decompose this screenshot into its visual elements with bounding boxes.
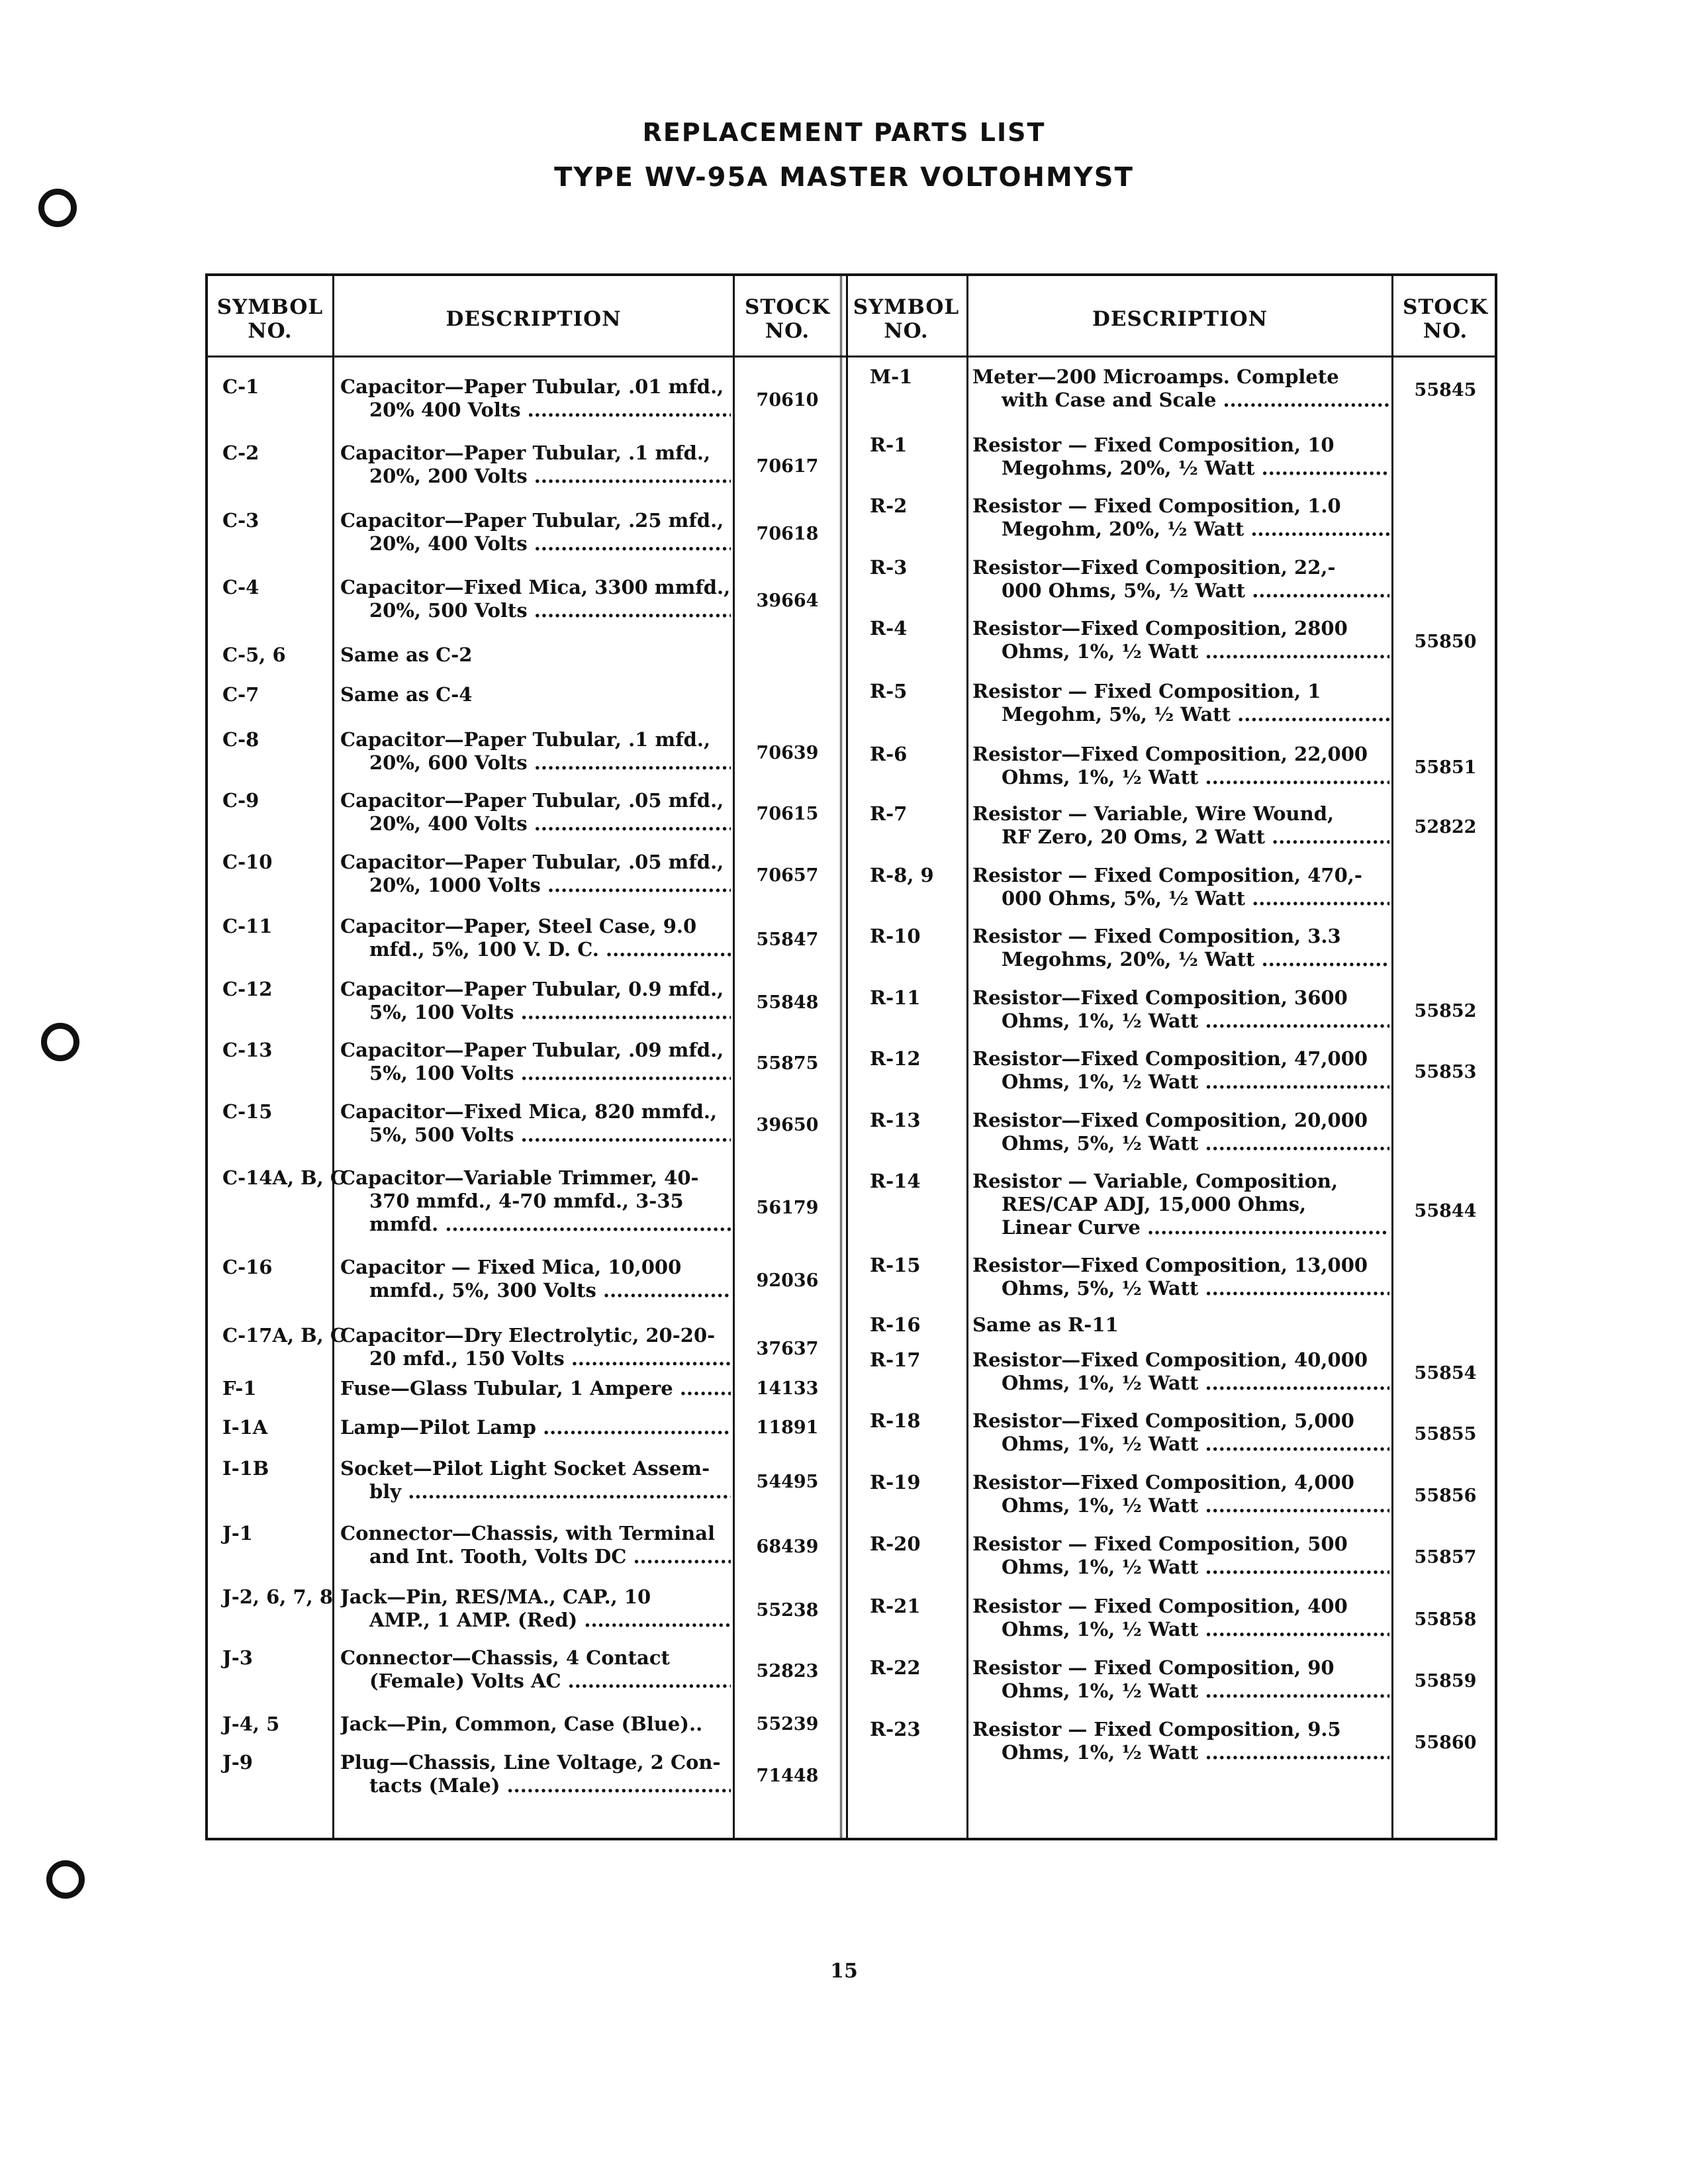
symbol-cell: R-20: [870, 1533, 921, 1555]
description-line: Meter—200 Microamps. Complete: [972, 365, 1339, 388]
description-cell: [340, 576, 731, 622]
description-line: mmfd.: [369, 1213, 439, 1235]
stock-number-cell: 70639: [756, 743, 819, 763]
description-cell: [972, 365, 1389, 412]
description-line: Same as C-2: [340, 643, 473, 666]
description-line: Resistor—Fixed Composition, 2800: [972, 617, 1348, 640]
description-cell: [340, 1039, 731, 1085]
description-line: Capacitor—Paper Tubular, .1 mfd.,: [340, 728, 711, 751]
description-line: 20%, 200 Volts: [369, 465, 528, 487]
description-line: 5%, 100 Volts: [369, 1001, 514, 1023]
description-line: Ohms, 1%, ½ Watt: [1002, 1494, 1199, 1517]
symbol-cell: R-2: [870, 495, 908, 517]
description-line: Same as R-11: [972, 1313, 1119, 1336]
description-cell: [340, 1522, 731, 1568]
description-cell: [972, 617, 1389, 663]
description-line: 5%, 100 Volts: [369, 1062, 514, 1084]
description-cell: [340, 1324, 731, 1370]
symbol-cell: C-5, 6: [222, 643, 286, 666]
header-symbol-left: SYMBOL NO.: [216, 295, 324, 343]
description-cell: [972, 925, 1389, 971]
description-cell: [340, 1586, 731, 1632]
description-line: Resistor — Fixed Composition, 90: [972, 1656, 1335, 1679]
page-title: REPLACEMENT PARTS LIST: [642, 118, 1046, 147]
description-line: Resistor — Fixed Composition, 500: [972, 1533, 1348, 1555]
description-cell: [340, 1646, 731, 1693]
description-line: Resistor—Fixed Composition, 5,000: [972, 1409, 1354, 1432]
description-line: Megohms, 20%, ½ Watt: [1002, 457, 1255, 479]
symbol-cell: C-8: [222, 728, 259, 751]
description-cell: [340, 683, 731, 706]
stock-number-cell: 70617: [756, 456, 819, 477]
description-line: Capacitor—Fixed Mica, 820 mmfd.,: [340, 1100, 718, 1123]
description-cell: [972, 434, 1389, 480]
description-line: Ohms, 1%, ½ Watt: [1002, 640, 1199, 663]
symbol-cell: C-12: [222, 978, 273, 1000]
symbol-cell: I-1A: [222, 1416, 268, 1439]
description-line: Ohms, 1%, ½ Watt: [1002, 1433, 1199, 1455]
stock-number-cell: 14133: [756, 1378, 819, 1399]
description-line: Resistor — Fixed Composition, 1.0: [972, 495, 1341, 517]
stock-number-cell: 55844: [1414, 1201, 1477, 1221]
symbol-cell: F-1: [222, 1377, 257, 1400]
symbol-cell: C-11: [222, 915, 273, 937]
stock-number-cell: 39664: [756, 591, 819, 611]
description-line: Linear Curve: [1002, 1216, 1141, 1239]
symbol-cell: R-11: [870, 986, 921, 1009]
symbol-cell: R-15: [870, 1254, 921, 1276]
description-line: Megohm, 20%, ½ Watt: [1002, 518, 1244, 540]
stock-number-cell: 92036: [756, 1270, 819, 1291]
description-line: 20% 400 Volts: [369, 399, 521, 421]
symbol-cell: R-10: [870, 925, 921, 947]
symbol-cell: C-16: [222, 1256, 273, 1278]
description-line: (Female) Volts AC: [369, 1670, 561, 1692]
description-line: Resistor—Fixed Composition, 20,000: [972, 1109, 1368, 1131]
stock-number-cell: 55859: [1414, 1671, 1477, 1691]
description-cell: [340, 728, 731, 775]
symbol-cell: J-2, 6, 7, 8: [222, 1586, 334, 1608]
description-line: Resistor — Fixed Composition, 9.5: [972, 1718, 1341, 1740]
symbol-cell: C-4: [222, 576, 259, 598]
description-cell: [972, 1109, 1389, 1155]
symbol-cell: C-13: [222, 1039, 273, 1061]
stock-number-cell: 70618: [756, 524, 819, 544]
stock-number-cell: 71448: [756, 1766, 819, 1786]
description-line: Resistor—Fixed Composition, 4,000: [972, 1471, 1354, 1494]
stock-number-cell: 39650: [756, 1115, 819, 1135]
stock-number-cell: 68439: [756, 1537, 819, 1557]
symbol-cell: C-14A, B, C: [222, 1166, 346, 1189]
description-cell: [340, 643, 731, 667]
description-line: with Case and Scale: [1002, 389, 1217, 411]
description-line: Resistor — Fixed Composition, 400: [972, 1595, 1348, 1617]
description-line: 20 mfd., 150 Volts: [369, 1347, 565, 1370]
description-line: Ohms, 1%, ½ Watt: [1002, 766, 1199, 788]
description-line: Jack—Pin, RES/MA., CAP., 10: [340, 1586, 651, 1608]
description-cell: [340, 509, 731, 555]
header-stock-right: STOCK NO.: [1402, 295, 1489, 343]
stock-number-cell: 55858: [1414, 1609, 1477, 1630]
description-line: Socket—Pilot Light Socket Assem-: [340, 1457, 710, 1480]
stock-number-cell: 37637: [756, 1339, 819, 1359]
stock-number-cell: 55857: [1414, 1547, 1477, 1568]
description-line: Resistor—Fixed Composition, 47,000: [972, 1047, 1368, 1070]
stock-number-cell: 55860: [1414, 1733, 1477, 1753]
description-line: RES/CAP ADJ, 15,000 Ohms,: [1002, 1193, 1307, 1215]
description-cell: [972, 1595, 1389, 1641]
description-cell: [340, 1377, 731, 1400]
description-cell: [340, 1457, 731, 1503]
symbol-cell: R-16: [870, 1313, 921, 1336]
description-line: Capacitor—Paper Tubular, .01 mfd.,: [340, 375, 724, 398]
symbol-cell: C-17A, B, C: [222, 1324, 346, 1347]
description-cell: [340, 1166, 731, 1236]
stock-number-cell: 54495: [756, 1472, 819, 1492]
description-cell: [340, 851, 731, 897]
symbol-cell: R-14: [870, 1170, 921, 1192]
symbol-cell: R-3: [870, 556, 908, 579]
description-line: Resistor — Fixed Composition, 470,-: [972, 864, 1362, 886]
description-cell: [340, 1713, 731, 1736]
description-cell: [972, 680, 1389, 726]
description-line: Ohms, 1%, ½ Watt: [1002, 1010, 1199, 1032]
stock-number-cell: 11891: [756, 1417, 819, 1438]
description-line: Resistor — Variable, Composition,: [972, 1170, 1338, 1192]
symbol-cell: M-1: [870, 365, 913, 388]
description-cell: [340, 978, 731, 1024]
punch-hole-middle: [41, 1023, 79, 1061]
symbol-cell: R-13: [870, 1109, 921, 1131]
stock-number-cell: 55847: [756, 929, 819, 950]
description-cell: [972, 1471, 1389, 1517]
symbol-cell: C-7: [222, 683, 259, 706]
stock-number-cell: 56179: [756, 1198, 819, 1218]
symbol-cell: J-3: [222, 1646, 253, 1669]
description-line: tacts (Male): [369, 1774, 500, 1797]
stock-number-cell: 52823: [756, 1661, 819, 1682]
description-line: RF Zero, 20 Oms, 2 Watt: [1002, 826, 1266, 848]
description-line: Resistor—Fixed Composition, 3600: [972, 986, 1348, 1009]
description-line: Capacitor—Paper Tubular, 0.9 mfd.,: [340, 978, 724, 1000]
symbol-cell: C-2: [222, 442, 259, 464]
description-cell: [972, 1533, 1389, 1579]
punch-hole-bottom: [46, 1860, 85, 1899]
description-line: Capacitor—Paper Tubular, .1 mfd.,: [340, 442, 711, 464]
description-line: 20%, 400 Volts: [369, 532, 528, 555]
description-line: Capacitor—Paper Tubular, .25 mfd.,: [340, 509, 724, 532]
stock-number-cell: 55855: [1414, 1424, 1477, 1445]
symbol-cell: C-3: [222, 509, 259, 532]
description-cell: [972, 1409, 1389, 1456]
description-line: Megohm, 5%, ½ Watt: [1002, 703, 1231, 726]
description-line: Jack—Pin, Common, Case (Blue)..: [340, 1713, 703, 1735]
description-line: bly: [369, 1480, 402, 1503]
description-line: Ohms, 5%, ½ Watt: [1002, 1132, 1199, 1155]
stock-number-cell: 70657: [756, 865, 819, 886]
symbol-cell: C-9: [222, 789, 259, 812]
stock-number-cell: 55851: [1414, 757, 1477, 778]
punch-hole-top: [38, 189, 77, 227]
symbol-cell: R-5: [870, 680, 908, 702]
description-line: mfd., 5%, 100 V. D. C.: [369, 938, 599, 961]
symbol-cell: R-8, 9: [870, 864, 934, 886]
description-line: Connector—Chassis, with Terminal: [340, 1522, 715, 1544]
symbol-cell: R-17: [870, 1349, 921, 1371]
description-cell: [972, 556, 1389, 602]
description-line: Ohms, 1%, ½ Watt: [1002, 1618, 1199, 1640]
description-cell: [340, 442, 731, 488]
stock-number-cell: 55875: [756, 1053, 819, 1074]
description-line: Ohms, 1%, ½ Watt: [1002, 1680, 1199, 1702]
description-cell: [972, 1349, 1389, 1395]
description-line: Capacitor—Paper Tubular, .05 mfd.,: [340, 851, 724, 873]
stock-number-cell: 55845: [1414, 380, 1477, 401]
symbol-cell: R-12: [870, 1047, 921, 1070]
description-line: Capacitor—Variable Trimmer, 40-: [340, 1166, 699, 1189]
stock-number-cell: 55852: [1414, 1001, 1477, 1021]
description-line: 000 Ohms, 5%, ½ Watt: [1002, 887, 1246, 910]
page-subtitle: TYPE WV-95A MASTER VOLTOHMYST: [554, 162, 1134, 193]
symbol-cell: R-7: [870, 802, 908, 825]
description-line: Capacitor—Paper Tubular, .09 mfd.,: [340, 1039, 724, 1061]
description-line: 20%, 400 Volts: [369, 812, 528, 835]
description-line: mmfd., 5%, 300 Volts: [369, 1279, 596, 1302]
description-line: Resistor—Fixed Composition, 22,000: [972, 743, 1368, 765]
symbol-cell: R-19: [870, 1471, 921, 1494]
stock-number-cell: 70615: [756, 804, 819, 824]
description-cell: [972, 1656, 1389, 1703]
symbol-cell: R-21: [870, 1595, 921, 1617]
description-cell: [972, 986, 1389, 1033]
description-line: Lamp—Pilot Lamp: [340, 1416, 536, 1439]
description-line: Resistor—Fixed Composition, 40,000: [972, 1349, 1368, 1371]
description-line: 370 mmfd., 4-70 mmfd., 3-35: [369, 1190, 684, 1212]
symbol-cell: J-4, 5: [222, 1713, 280, 1735]
description-cell: [340, 915, 731, 961]
symbol-cell: R-6: [870, 743, 908, 765]
header-symbol-right: SYMBOL NO.: [853, 295, 960, 343]
description-line: Capacitor—Dry Electrolytic, 20-20-: [340, 1324, 716, 1347]
description-line: Same as C-4: [340, 683, 473, 706]
stock-number-cell: 55239: [756, 1714, 819, 1734]
description-cell: [972, 1047, 1389, 1094]
description-cell: [340, 1416, 731, 1439]
symbol-cell: I-1B: [222, 1457, 269, 1480]
stock-number-cell: 55850: [1414, 632, 1477, 652]
description-line: 20%, 500 Volts: [369, 599, 528, 622]
description-cell: [972, 495, 1389, 541]
description-line: Plug—Chassis, Line Voltage, 2 Con-: [340, 1751, 721, 1774]
header-description-left: DESCRIPTION: [445, 307, 622, 331]
stock-number-cell: 55856: [1414, 1486, 1477, 1506]
description-line: Capacitor — Fixed Mica, 10,000: [340, 1256, 682, 1278]
description-line: Ohms, 1%, ½ Watt: [1002, 1372, 1199, 1394]
description-cell: [340, 789, 731, 835]
stock-number-cell: 55238: [756, 1600, 819, 1621]
symbol-cell: R-1: [870, 434, 908, 456]
description-cell: [340, 1256, 731, 1302]
symbol-cell: R-4: [870, 617, 908, 640]
stock-number-cell: 70610: [756, 390, 819, 410]
symbol-cell: J-9: [222, 1751, 253, 1774]
description-line: Ohms, 1%, ½ Watt: [1002, 1741, 1199, 1764]
description-cell: [972, 1170, 1389, 1239]
stock-number-cell: 55848: [756, 992, 819, 1013]
description-line: Resistor — Fixed Composition, 3.3: [972, 925, 1341, 947]
description-line: Connector—Chassis, 4 Contact: [340, 1646, 670, 1669]
symbol-cell: R-18: [870, 1409, 921, 1432]
description-line: 20%, 1000 Volts: [369, 874, 541, 896]
description-line: 5%, 500 Volts: [369, 1123, 514, 1146]
description-cell: [340, 1751, 731, 1797]
symbol-cell: J-1: [222, 1522, 253, 1544]
symbol-cell: R-23: [870, 1718, 921, 1740]
description-cell: [972, 743, 1389, 789]
description-cell: [972, 1718, 1389, 1764]
stock-number-cell: 55853: [1414, 1062, 1477, 1082]
description-cell: [972, 1254, 1389, 1300]
stock-number-cell: 55854: [1414, 1363, 1477, 1384]
header-stock-left: STOCK NO.: [744, 295, 831, 343]
description-line: Capacitor—Paper Tubular, .05 mfd.,: [340, 789, 724, 812]
description-line: 000 Ohms, 5%, ½ Watt: [1002, 579, 1246, 602]
description-line: Capacitor—Fixed Mica, 3300 mmfd.,: [340, 576, 731, 598]
description-line: Megohms, 20%, ½ Watt: [1002, 948, 1255, 971]
description-line: Ohms, 5%, ½ Watt: [1002, 1277, 1199, 1300]
description-line: Resistor—Fixed Composition, 22,-: [972, 556, 1336, 579]
description-line: and Int. Tooth, Volts DC: [369, 1545, 627, 1568]
description-cell: [972, 1313, 1389, 1337]
page-number: 15: [830, 1960, 858, 1983]
description-line: Resistor—Fixed Composition, 13,000: [972, 1254, 1368, 1276]
description-line: Fuse—Glass Tubular, 1 Ampere: [340, 1377, 673, 1400]
description-line: Resistor — Variable, Wire Wound,: [972, 802, 1335, 825]
description-line: Resistor — Fixed Composition, 10: [972, 434, 1335, 456]
description-cell: [340, 375, 731, 422]
parts-table: [205, 273, 1497, 1840]
header-description-right: DESCRIPTION: [1092, 307, 1268, 331]
description-line: AMP., 1 AMP. (Red): [369, 1609, 578, 1631]
description-cell: [972, 802, 1389, 849]
symbol-cell: C-15: [222, 1100, 273, 1123]
symbol-cell: C-1: [222, 375, 259, 398]
symbol-cell: R-22: [870, 1656, 921, 1679]
description-cell: [340, 1100, 731, 1147]
stock-number-cell: 52822: [1414, 817, 1477, 837]
symbol-cell: C-10: [222, 851, 273, 873]
description-line: 20%, 600 Volts: [369, 751, 528, 774]
description-line: Resistor — Fixed Composition, 1: [972, 680, 1321, 702]
description-line: Ohms, 1%, ½ Watt: [1002, 1556, 1199, 1578]
description-cell: [972, 864, 1389, 910]
description-line: Ohms, 1%, ½ Watt: [1002, 1070, 1199, 1093]
description-line: Capacitor—Paper, Steel Case, 9.0: [340, 915, 697, 937]
